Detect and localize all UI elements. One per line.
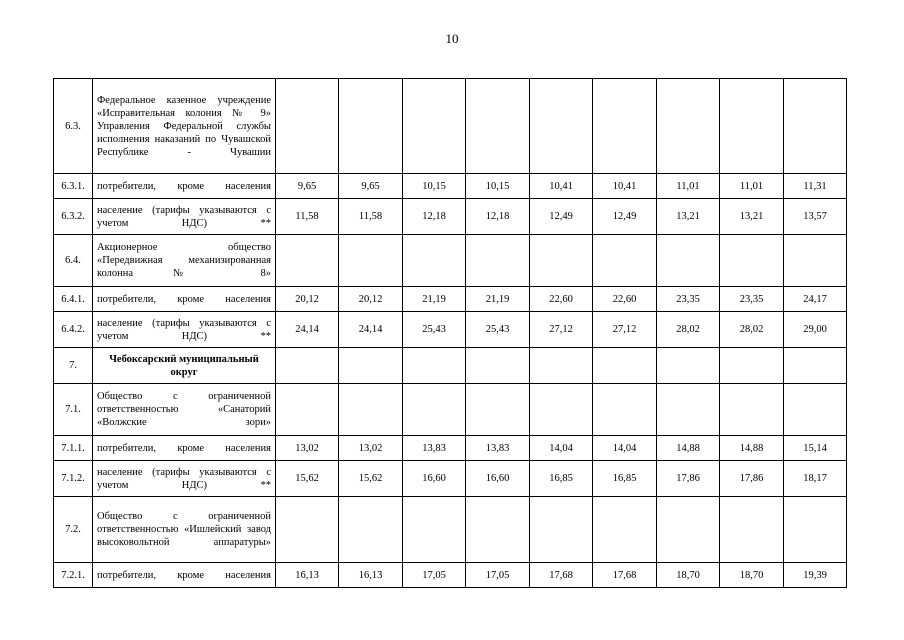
row-number: 7.2.	[54, 497, 93, 563]
tariff-value: 16,85	[593, 461, 657, 497]
tariff-value	[339, 235, 403, 287]
row-number: 7.1.	[54, 384, 93, 436]
tariff-value: 14,04	[530, 436, 593, 461]
tariff-value	[657, 497, 720, 563]
tariff-value: 11,58	[339, 199, 403, 235]
table-row	[54, 436, 847, 461]
tariff-value: 13,02	[339, 436, 403, 461]
tariff-value	[784, 235, 847, 287]
tariff-value: 9,65	[339, 174, 403, 199]
tariff-value: 16,60	[403, 461, 466, 497]
tariff-value: 20,12	[339, 287, 403, 312]
tariff-value: 28,02	[657, 312, 720, 348]
tariff-value	[403, 348, 466, 384]
tariff-value: 18,70	[657, 563, 720, 588]
tariff-value: 15,14	[784, 436, 847, 461]
tariff-table	[53, 78, 847, 588]
table-row	[54, 235, 847, 287]
tariff-value: 19,39	[784, 563, 847, 588]
tariff-value: 12,49	[530, 199, 593, 235]
row-number: 6.3.2.	[54, 199, 93, 235]
row-description: Федеральное казенное учреждение «Исправительная колония № 9» Управления Федеральной службы исполнения наказаний по Чувашской Республике - Чувашии	[93, 79, 276, 174]
tariff-value: 13,21	[657, 199, 720, 235]
tariff-value	[339, 79, 403, 174]
tariff-value: 9,65	[276, 174, 339, 199]
tariff-value	[784, 348, 847, 384]
tariff-value	[466, 384, 530, 436]
tariff-value: 24,14	[276, 312, 339, 348]
tariff-value: 11,58	[276, 199, 339, 235]
tariff-value: 10,41	[530, 174, 593, 199]
tariff-value: 13,57	[784, 199, 847, 235]
row-number: 6.4.	[54, 235, 93, 287]
tariff-value: 24,17	[784, 287, 847, 312]
row-description: Чебоксарский муниципальный округ	[93, 348, 276, 384]
tariff-value	[530, 384, 593, 436]
row-description: потребители, кроме населения	[93, 436, 276, 461]
tariff-value: 12,18	[466, 199, 530, 235]
tariff-value: 17,86	[657, 461, 720, 497]
row-number: 6.3.	[54, 79, 93, 174]
tariff-value	[403, 497, 466, 563]
tariff-value: 16,85	[530, 461, 593, 497]
tariff-value	[720, 384, 784, 436]
tariff-value	[657, 348, 720, 384]
tariff-value	[657, 235, 720, 287]
tariff-value: 12,18	[403, 199, 466, 235]
tariff-value	[339, 384, 403, 436]
tariff-value: 10,15	[403, 174, 466, 199]
tariff-value	[466, 348, 530, 384]
tariff-value: 11,01	[720, 174, 784, 199]
row-description: население (тарифы указываются с учетом НДС) **	[93, 199, 276, 235]
tariff-value	[530, 235, 593, 287]
table-row	[54, 312, 847, 348]
tariff-value	[720, 79, 784, 174]
tariff-value: 15,62	[276, 461, 339, 497]
row-number: 7.1.2.	[54, 461, 93, 497]
tariff-value: 16,13	[339, 563, 403, 588]
tariff-value: 17,05	[466, 563, 530, 588]
tariff-value	[530, 79, 593, 174]
row-description: потребители, кроме населения	[93, 174, 276, 199]
tariff-value	[720, 235, 784, 287]
tariff-value: 10,41	[593, 174, 657, 199]
tariff-value: 14,88	[657, 436, 720, 461]
row-description: население (тарифы указываются с учетом НДС) **	[93, 312, 276, 348]
tariff-value	[276, 497, 339, 563]
tariff-value	[530, 497, 593, 563]
row-description: потребители, кроме населения	[93, 287, 276, 312]
tariff-value	[276, 235, 339, 287]
tariff-value	[720, 497, 784, 563]
tariff-value	[466, 497, 530, 563]
tariff-value	[276, 384, 339, 436]
tariff-value: 17,05	[403, 563, 466, 588]
row-description: Акционерное общество «Передвижная механизированная колонна № 8»	[93, 235, 276, 287]
tariff-value	[403, 235, 466, 287]
tariff-value: 18,17	[784, 461, 847, 497]
tariff-value: 13,02	[276, 436, 339, 461]
tariff-value: 27,12	[530, 312, 593, 348]
tariff-value	[593, 235, 657, 287]
row-number: 6.4.1.	[54, 287, 93, 312]
tariff-value: 21,19	[403, 287, 466, 312]
tariff-value	[466, 79, 530, 174]
tariff-value	[339, 348, 403, 384]
row-number: 7.2.1.	[54, 563, 93, 588]
row-description: Общество с ограниченной ответственностью «Санаторий «Волжские зори»	[93, 384, 276, 436]
tariff-value	[784, 79, 847, 174]
row-description: потребители, кроме населения	[93, 563, 276, 588]
table-row	[54, 199, 847, 235]
tariff-value: 10,15	[466, 174, 530, 199]
tariff-value: 21,19	[466, 287, 530, 312]
row-number: 7.1.1.	[54, 436, 93, 461]
tariff-value: 11,31	[784, 174, 847, 199]
tariff-value: 24,14	[339, 312, 403, 348]
tariff-value: 25,43	[466, 312, 530, 348]
tariff-value	[403, 79, 466, 174]
tariff-value: 14,88	[720, 436, 784, 461]
tariff-value: 29,00	[784, 312, 847, 348]
tariff-value: 15,62	[339, 461, 403, 497]
tariff-value: 16,60	[466, 461, 530, 497]
tariff-value: 20,12	[276, 287, 339, 312]
table-row	[54, 461, 847, 497]
tariff-value: 11,01	[657, 174, 720, 199]
tariff-value	[657, 384, 720, 436]
tariff-value: 23,35	[720, 287, 784, 312]
tariff-value	[593, 348, 657, 384]
row-number: 6.4.2.	[54, 312, 93, 348]
tariff-value: 18,70	[720, 563, 784, 588]
tariff-value	[784, 384, 847, 436]
tariff-value: 16,13	[276, 563, 339, 588]
table-row	[54, 174, 847, 199]
tariff-value: 27,12	[593, 312, 657, 348]
row-description: Общество с ограниченной ответственностью «Ишлейский завод высоковольтной аппаратуры»	[93, 497, 276, 563]
tariff-value: 25,43	[403, 312, 466, 348]
page-number: 10	[445, 31, 459, 46]
row-number: 6.3.1.	[54, 174, 93, 199]
row-number: 7.	[54, 348, 93, 384]
tariff-value	[403, 384, 466, 436]
tariff-value: 13,21	[720, 199, 784, 235]
tariff-value: 17,68	[593, 563, 657, 588]
tariff-value: 17,68	[530, 563, 593, 588]
table-row	[54, 384, 847, 436]
tariff-value: 23,35	[657, 287, 720, 312]
tariff-value	[276, 79, 339, 174]
table-row	[54, 348, 847, 384]
tariff-value	[466, 235, 530, 287]
tariff-value: 13,83	[403, 436, 466, 461]
table-row	[54, 563, 847, 588]
tariff-value	[339, 497, 403, 563]
tariff-value	[593, 79, 657, 174]
tariff-value: 13,83	[466, 436, 530, 461]
tariff-value: 28,02	[720, 312, 784, 348]
tariff-value	[593, 497, 657, 563]
tariff-value	[530, 348, 593, 384]
tariff-value	[276, 348, 339, 384]
tariff-value: 12,49	[593, 199, 657, 235]
tariff-value	[720, 348, 784, 384]
tariff-value: 22,60	[530, 287, 593, 312]
tariff-value: 14,04	[593, 436, 657, 461]
tariff-value	[593, 384, 657, 436]
table-row	[54, 287, 847, 312]
table-row	[54, 79, 847, 174]
tariff-value	[784, 497, 847, 563]
table-row	[54, 497, 847, 563]
tariff-value	[657, 79, 720, 174]
row-description: население (тарифы указываются с учетом НДС) **	[93, 461, 276, 497]
tariff-value: 22,60	[593, 287, 657, 312]
tariff-value: 17,86	[720, 461, 784, 497]
